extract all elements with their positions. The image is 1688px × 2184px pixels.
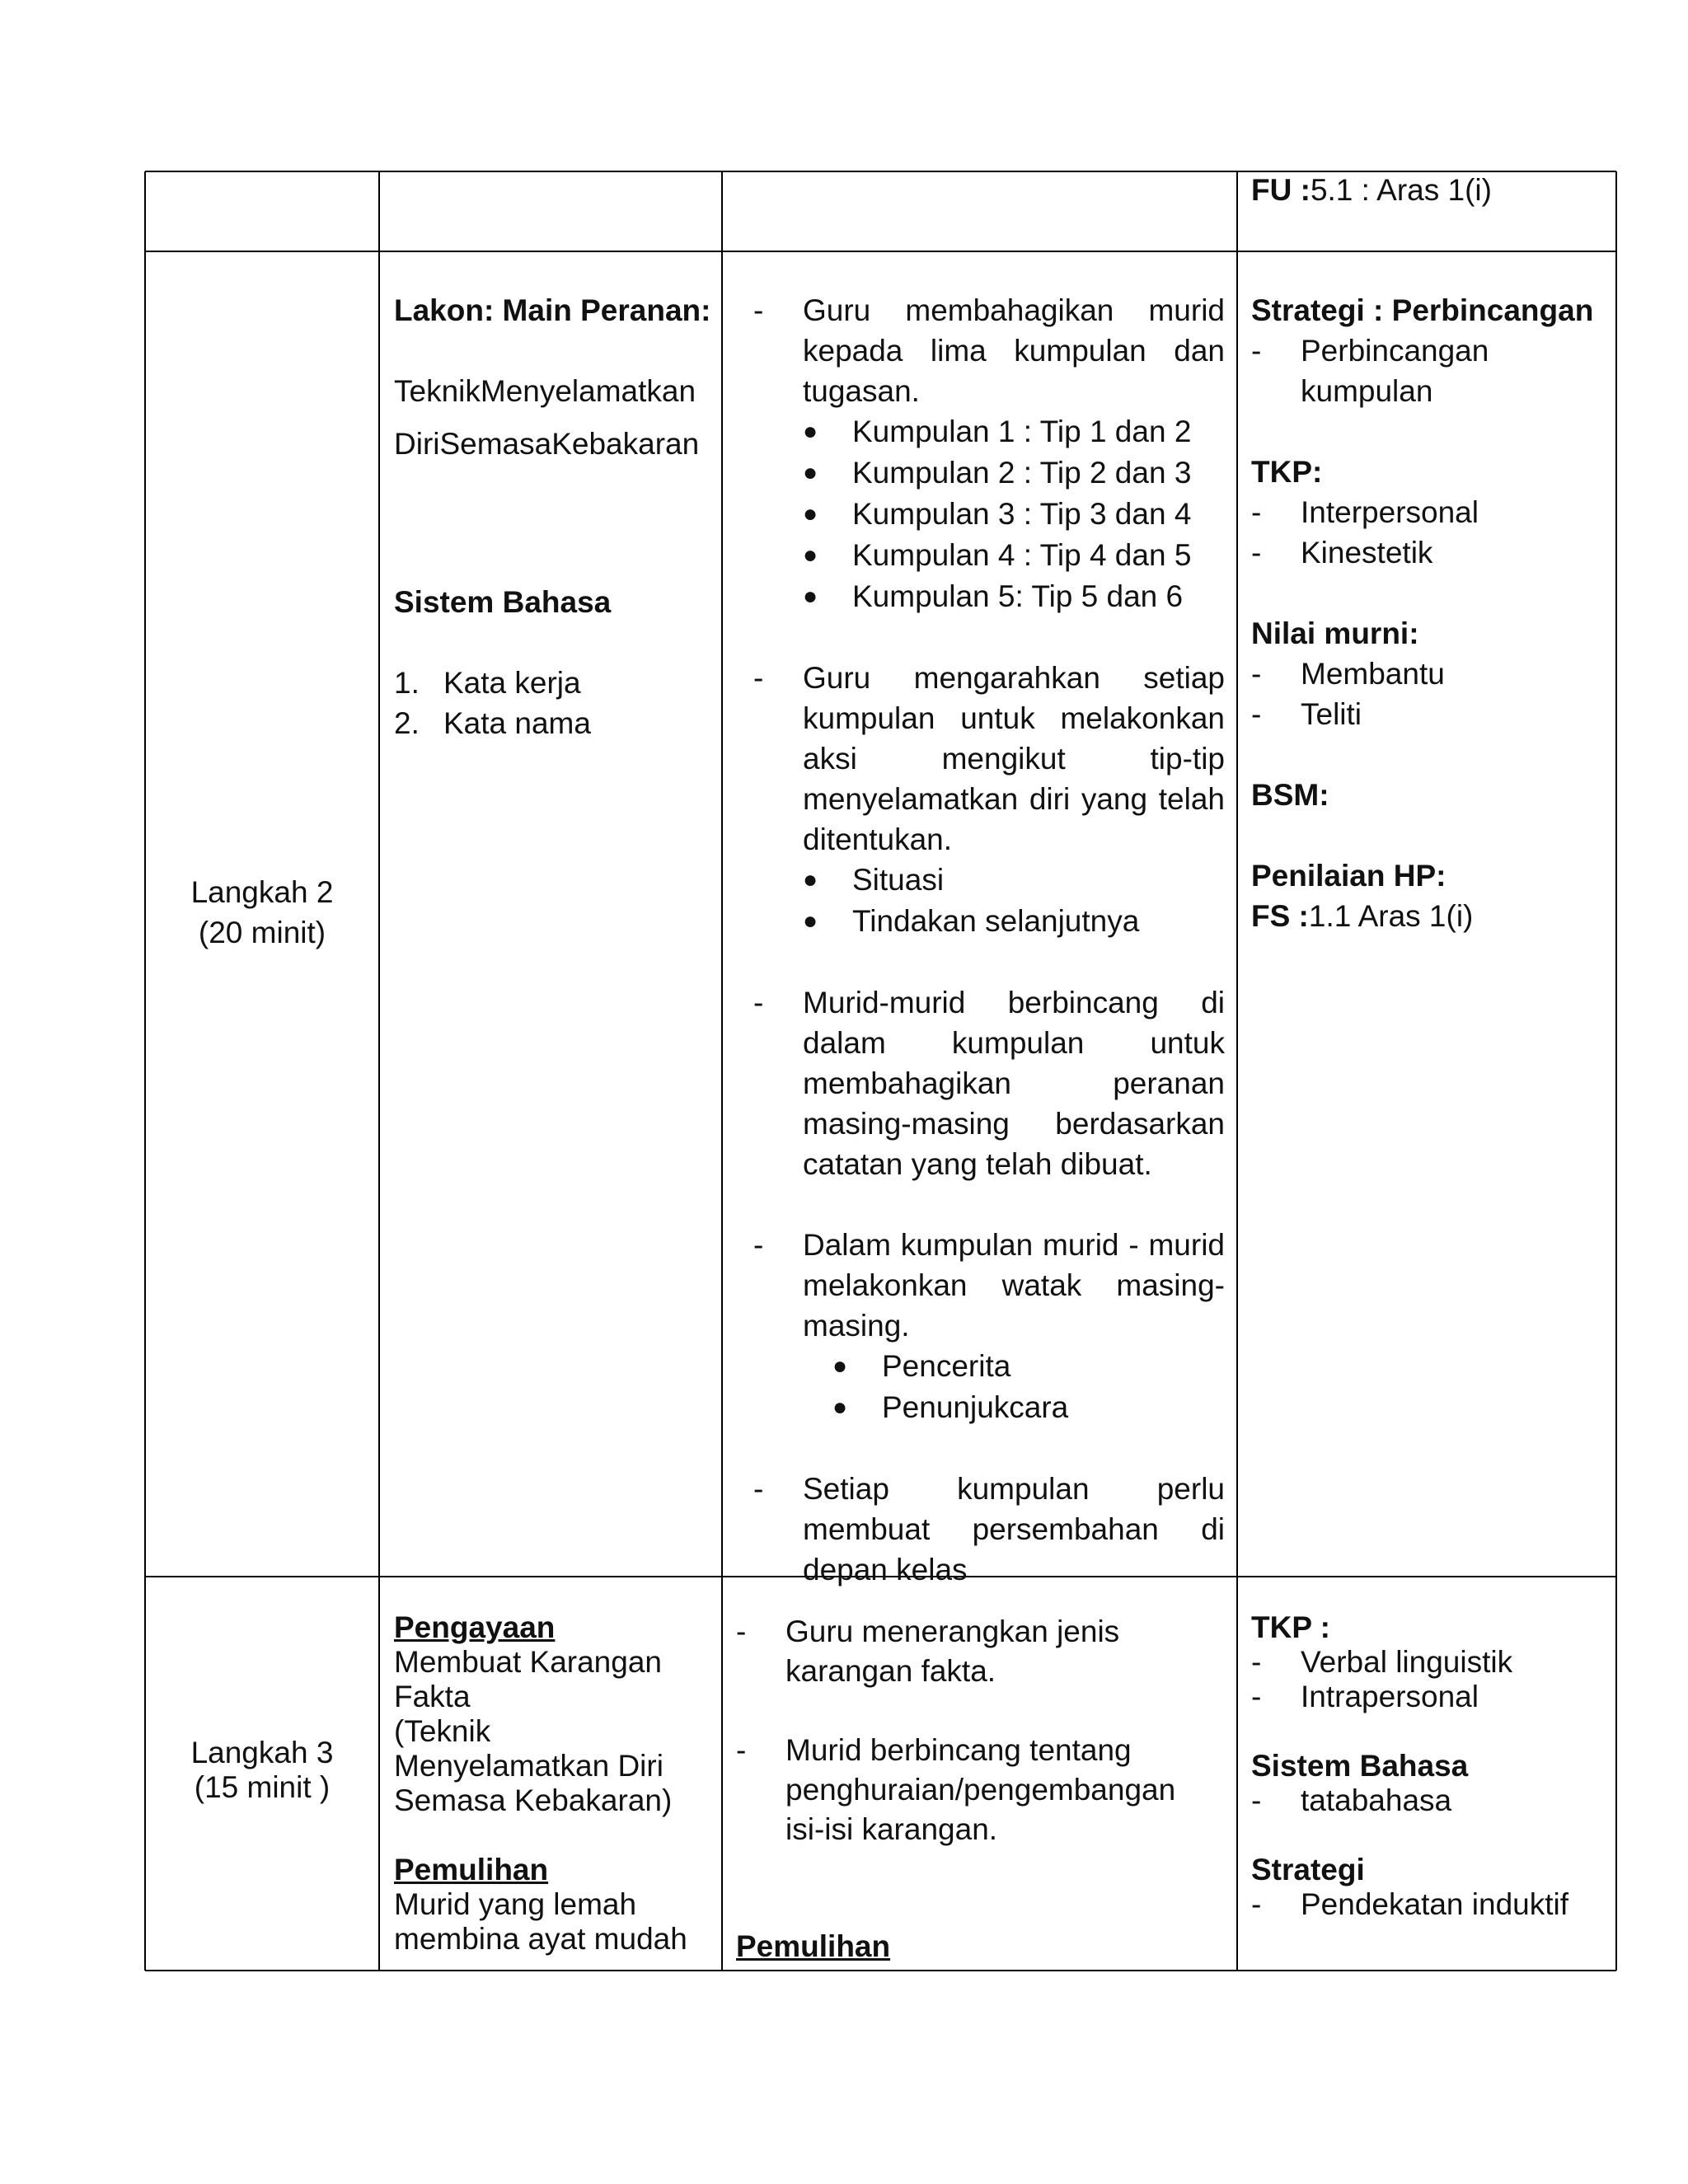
dash-marker: - [1251,1783,1262,1817]
bullet-text: Kumpulan 4 : Tip 4 dan 5 [852,538,1192,572]
fs-label: FS : [1251,899,1309,933]
row3-notes-cell [1251,1610,1606,1922]
row3-content-cell [394,1610,715,1957]
item-text: Teliti [1301,697,1362,731]
bullet-item [803,860,1225,901]
dash-marker: - [1251,495,1262,529]
bullet-list [753,411,1225,617]
activity-text: Setiap kumpulan perlu membuat persembahan di depan kelas [803,1472,1225,1586]
row1-notes-cell [1251,170,1606,210]
activity-item [753,1225,1225,1346]
bullet-marker: ● [832,1394,848,1421]
row3-activity-cell [736,1612,1222,1966]
bullet-text: Kumpulan 1 : Tip 1 dan 2 [852,415,1192,448]
bullet-item [832,1346,1225,1387]
activity-item [753,290,1225,411]
activity-line: karangan fakta. [785,1654,996,1688]
strategi-item [1251,1887,1606,1922]
activity-text: Guru membahagikan murid kepada lima kumpulan dan tugasan. [803,293,1225,408]
pengayaan-line: Membuat Karangan [394,1645,662,1679]
bullet-item [803,494,1225,535]
item-text: Kinestetik [1301,536,1433,569]
bullet-item [803,901,1225,942]
activity-text: Dalam kumpulan murid - murid melakonkan watak masing-masing. [803,1228,1225,1343]
activity-item [753,982,1225,1184]
dash-marker: - [753,1472,764,1506]
item-text: Kata nama [443,706,591,740]
sistem-bahasa-heading: Sistem Bahasa [394,585,612,619]
strategi-label: Strategi : Perbincangan [1251,293,1594,327]
tkp-item [1251,532,1606,573]
dash-marker: - [753,986,764,1019]
pemulihan-line: membina ayat mudah [394,1922,687,1956]
activity-text: Murid-murid berbincang di dalam kumpulan untuk membahagikan peranan masing-masing berdasarkan catatan yang telah dibuat. [803,986,1225,1181]
tkp-item [1251,492,1606,532]
dash-marker: - [1251,657,1262,691]
tkp-label: TKP: [1251,455,1323,489]
item-text: Intrapersonal [1301,1680,1479,1713]
bullet-item [832,1387,1225,1428]
activity-item [736,1731,1222,1849]
bullet-text: Kumpulan 5: Tip 5 dan 6 [852,579,1184,613]
strategi-item [1251,330,1515,411]
row2-activity-cell [753,290,1225,1590]
pengayaan-line: Menyelamatkan Diri [394,1749,663,1783]
activity-line: Murid berbincang tentang [785,1733,1132,1767]
tkp-item [1251,1645,1606,1680]
bullet-item [803,535,1225,576]
row2-content-cell [394,290,715,743]
bullet-list [753,1346,1225,1428]
fu-line [1251,170,1606,210]
bullet-text: Kumpulan 3 : Tip 3 dan 4 [852,497,1192,531]
activity-line: Guru menerangkan jenis [785,1615,1120,1648]
item-number: 2. [394,706,420,740]
activity-item [736,1612,1222,1691]
bsm-label: BSM: [1251,778,1329,812]
bullet-text: Penunjukcara [882,1390,1069,1424]
lakon-heading: Lakon: Main Peranan: [394,293,711,327]
item-text: Membantu [1301,657,1445,691]
row2-notes-cell [1251,290,1606,936]
penilaian-label: Penilaian HP: [1251,859,1447,893]
pengayaan-line: Fakta [394,1680,471,1713]
step-duration: (15 minit ) [194,1770,331,1804]
dash-marker: - [736,1615,747,1648]
item-text: Kata kerja [443,666,581,700]
item-text: Perbincangan kumpulan [1301,334,1489,408]
pemulihan-label: Pemulihan [394,1853,549,1886]
item-text: Pendekatan induktif [1301,1887,1569,1921]
sistem-item [1251,1783,1606,1818]
dash-marker: - [1251,536,1262,569]
dash-marker: - [753,293,764,327]
dash-marker: - [1251,1680,1262,1713]
bullet-item [803,576,1225,617]
bullet-marker: ● [803,500,818,527]
activity-text: Guru mengarahkan setiap kumpulan untuk melakonkan aksi mengikut tip-tip menyelamatkan diri yang telah ditentukan. [803,661,1225,856]
bullet-text: Tindakan selanjutnya [852,904,1140,938]
activity-line: isi-isi karangan. [785,1812,998,1846]
activity-item [753,658,1225,860]
fu-value: 5.1 : Aras 1(i) [1310,173,1492,207]
fs-line [1251,896,1606,936]
item-text: tatabahasa [1301,1783,1452,1817]
fu-label: FU : [1251,173,1311,207]
activity-line: penghuraian/pengembangan [785,1773,1176,1807]
bullet-list [753,860,1225,942]
dash-marker: - [736,1733,747,1767]
dash-marker: - [1251,1887,1262,1921]
sistem-item [394,663,715,703]
step-label: Langkah 2 [190,875,334,909]
pengayaan-label: Pengayaan [394,1610,556,1644]
nilai-item [1251,694,1606,734]
bullet-marker: ● [832,1352,848,1380]
step-label: Langkah 3 [190,1736,334,1769]
bullet-item [803,452,1225,494]
row3-step-cell [145,1736,379,1805]
bullet-marker: ● [803,459,818,486]
sistem-bahasa-label: Sistem Bahasa [1251,1749,1469,1783]
dash-marker: - [753,1228,764,1262]
strategi-label: Strategi [1251,1853,1365,1886]
bullet-marker: ● [803,583,818,610]
fs-value: 1.1 Aras 1(i) [1308,899,1474,933]
tkp-label: TKP : [1251,1610,1330,1644]
bullet-text: Situasi [852,863,945,897]
bullet-text: Pencerita [882,1349,1011,1383]
dash-marker: - [1251,1645,1262,1679]
dash-marker: - [753,661,764,695]
topic-line: DiriSemasaKebakaran [394,427,700,461]
item-text: Interpersonal [1301,495,1479,529]
pemulihan-line: Murid yang lemah [394,1887,637,1921]
bullet-marker: ● [803,866,818,893]
dash-marker: - [1251,697,1262,731]
bullet-marker: ● [803,418,818,445]
sistem-item [394,703,715,743]
tkp-item [1251,1680,1606,1714]
bullet-marker: ● [803,541,818,569]
step-duration: (20 minit) [198,916,326,949]
pengayaan-line: Semasa Kebakaran) [394,1783,673,1817]
bullet-text: Kumpulan 2 : Tip 2 dan 3 [852,456,1192,490]
bullet-marker: ● [803,907,818,935]
bullet-item [803,411,1225,452]
nilai-item [1251,654,1606,694]
topic-line: TeknikMenyelamatkan [394,374,696,408]
item-text: Verbal linguistik [1301,1645,1513,1679]
item-number: 1. [394,666,420,700]
row2-step-cell [145,872,379,953]
dash-marker: - [1251,334,1262,368]
pemulihan-label: Pemulihan [736,1929,891,1963]
nilai-murni-label: Nilai murni: [1251,616,1419,650]
pengayaan-line: (Teknik [394,1714,491,1748]
activity-item [753,1469,1225,1590]
